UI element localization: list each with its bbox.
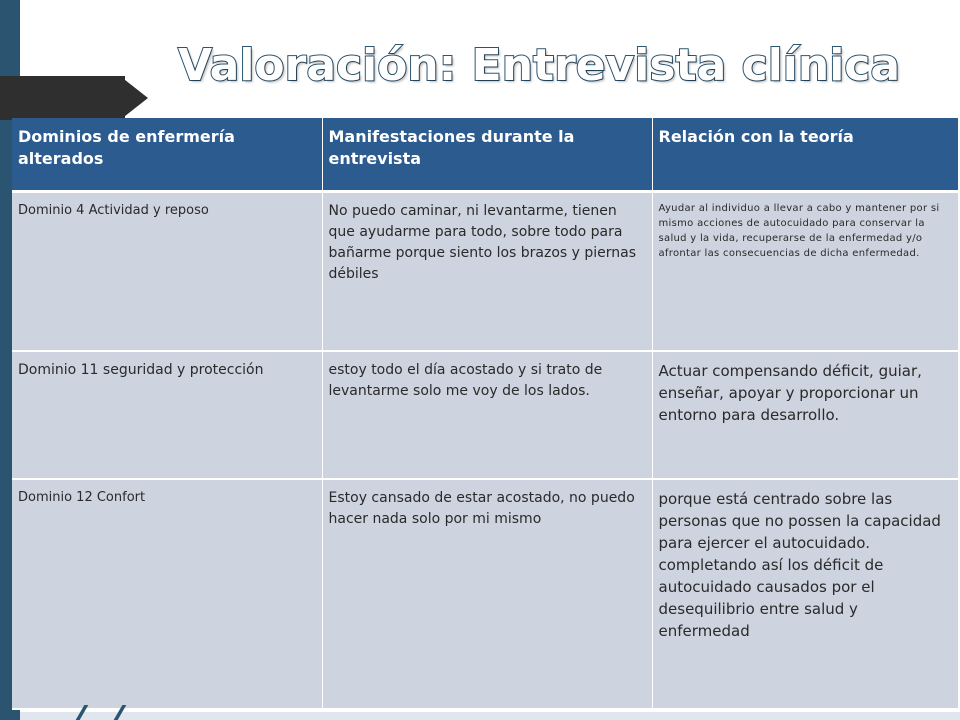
cell-dominio: Dominio 12 Confort [12, 479, 322, 709]
header-dominios: Dominios de enfermería alterados [12, 118, 322, 191]
cell-manifestacion: Estoy cansado de estar acostado, no puedo hacer nada solo por mi mismo [322, 479, 652, 709]
nursing-domains-table [12, 118, 959, 710]
title-tab-arrow [120, 76, 148, 120]
table-row [12, 351, 958, 479]
cell-manifestacion: estoy todo el día acostado y si trato de levantarme solo me voy de los lados. [322, 351, 652, 479]
slide-title: Valoración: Entrevista clínica [178, 40, 901, 91]
title-tab-decoration [0, 76, 125, 120]
table-header-row [12, 118, 958, 191]
header-manifestaciones: Manifestaciones durante la entrevista [322, 118, 652, 191]
cell-dominio: Dominio 11 seguridad y protección [12, 351, 322, 479]
table-row [12, 191, 958, 351]
cell-relacion: porque está centrado sobre las personas que no possen la capacidad para ejercer el autocuidado. completando así los déficit de autocuidado causados por el desequilibrio entre salud y enfermedad [652, 479, 958, 709]
table-row [12, 479, 958, 709]
cell-dominio: Dominio 4 Actividad y reposo [12, 191, 322, 351]
cell-relacion: Ayudar al individuo a llevar a cabo y mantener por si mismo acciones de autocuidado para conservar la salud y la vida, recuperarse de la enfermedad y/o afrontar las consecuencias de dicha enfermedad. [652, 191, 958, 351]
header-relacion: Relación con la teoría [652, 118, 958, 191]
cell-relacion: Actuar compensando déficit, guiar, enseñar, apoyar y proporcionar un entorno para desarrollo. [652, 351, 958, 479]
cell-manifestacion: No puedo caminar, ni levantarme, tienen que ayudarme para todo, sobre todo para bañarme porque siento los brazos y piernas débiles [322, 191, 652, 351]
bottom-accent-strip [20, 712, 960, 720]
